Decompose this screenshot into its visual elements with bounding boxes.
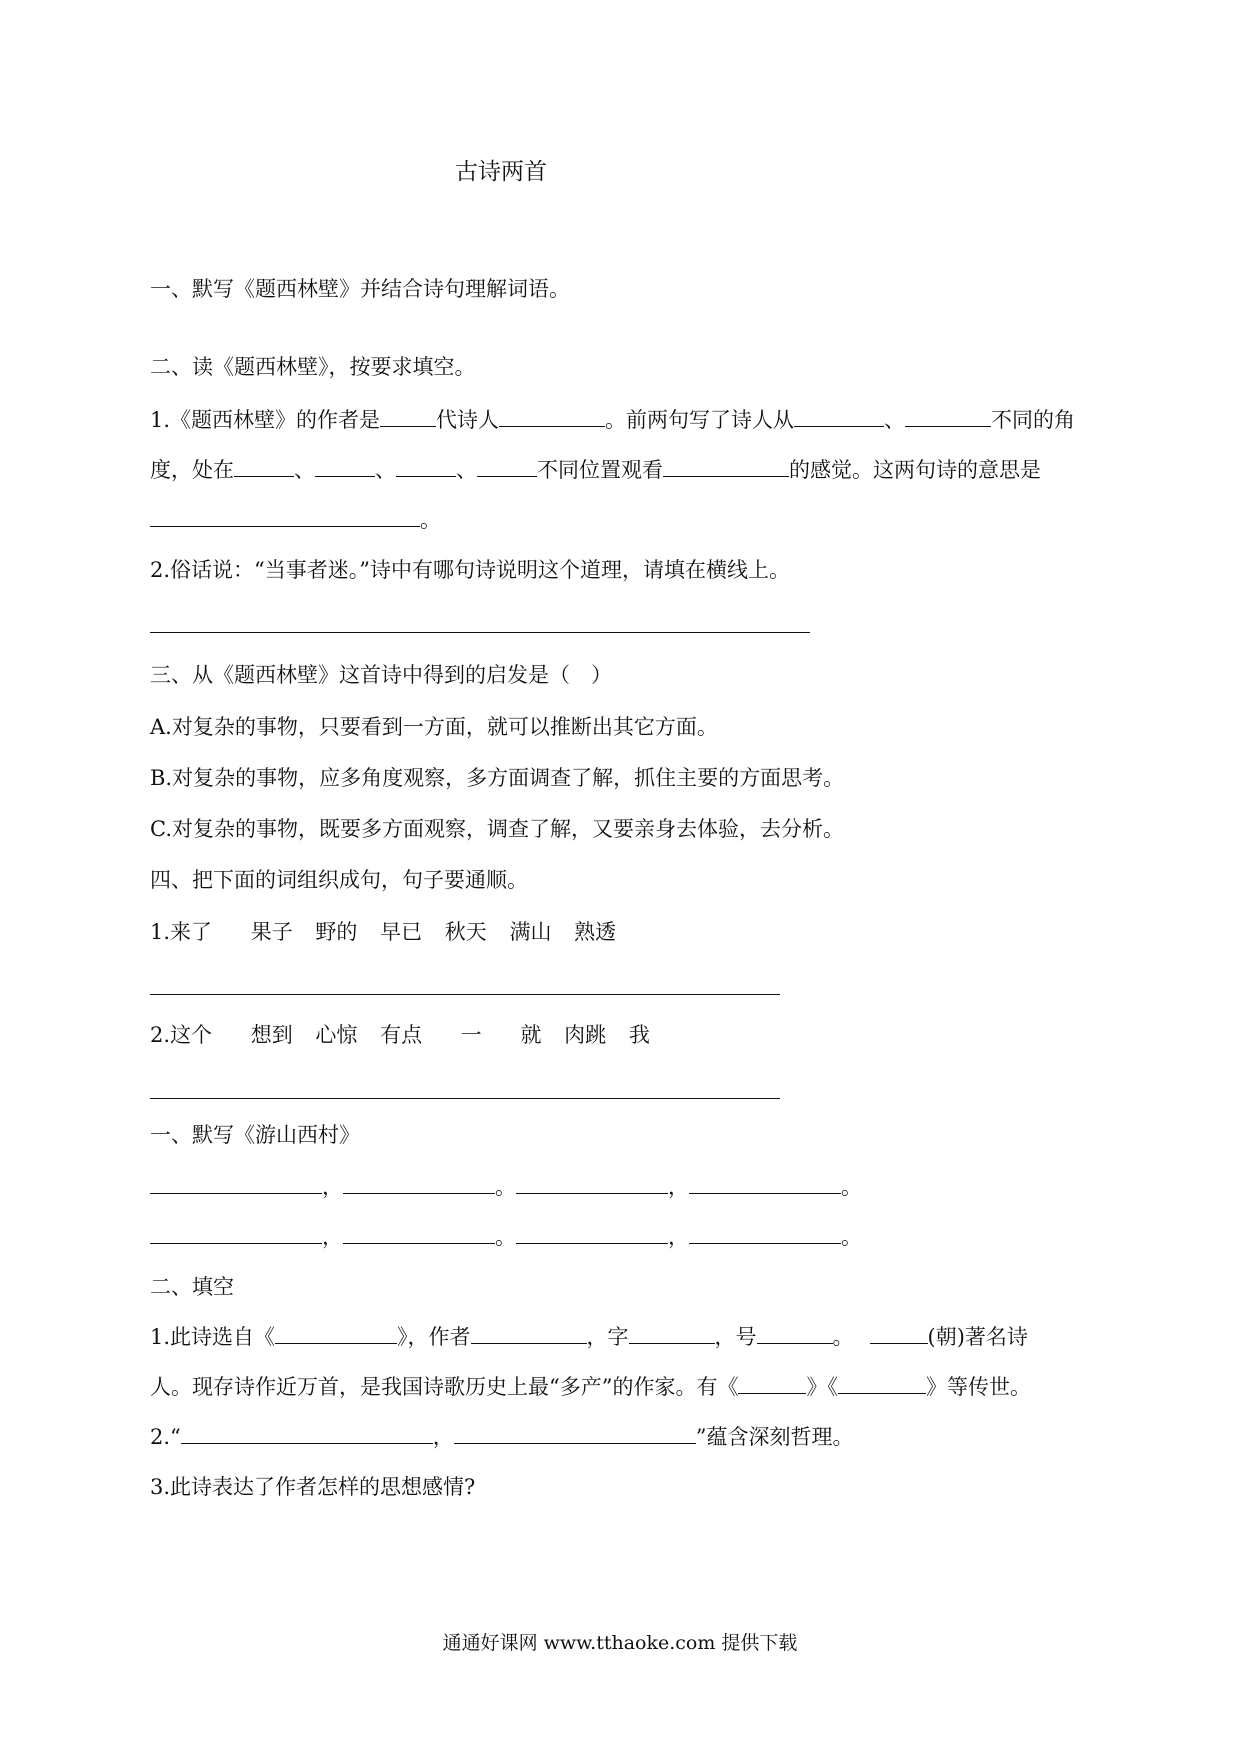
word: 1.来了 [150,920,213,944]
word: 肉跳 [564,1023,607,1047]
blank-author[interactable] [471,1323,587,1344]
part2-question-1-line-2: 人。现存诗作近万首，是我国诗歌历史上最“多产”的作家。有《 》《 》等传世。 [150,1375,1031,1399]
page-title: 古诗两首 [455,159,547,185]
answer-line-words-2[interactable] [150,1098,780,1099]
blank-work-1[interactable] [738,1373,806,1394]
word: 果子 [250,920,293,944]
word: 早已 [380,920,423,944]
word: 熟透 [574,920,617,944]
word: 就 [520,1023,542,1047]
blank-position-2[interactable] [315,456,375,477]
blank-dynasty[interactable] [870,1323,928,1344]
word: 有点 [380,1023,423,1047]
blank-quote-1[interactable] [181,1423,433,1444]
blank-view[interactable] [663,456,789,477]
word: 2.这个 [150,1023,213,1047]
poem-blank[interactable] [150,1173,322,1194]
blank-angle-2[interactable] [905,406,991,427]
option-a[interactable]: A.对复杂的事物，只要看到一方面，就可以推断出其它方面。 [150,715,718,739]
answer-line-q2[interactable] [150,632,810,633]
poem-line-2: ， 。 ， 。 [150,1222,862,1252]
poem-blank[interactable] [150,1223,322,1244]
blank-book[interactable] [275,1323,397,1344]
poem-blank[interactable] [689,1173,841,1194]
blank-position-1[interactable] [234,456,294,477]
footer: 通通好课网 www.tthaoke.com 提供下载 [442,1632,798,1654]
section-3-heading: 三、从《题西林壁》这首诗中得到的启发是（ ） [150,663,612,687]
blank-meaning[interactable] [150,506,420,527]
poem-blank[interactable] [516,1223,668,1244]
word: 我 [628,1023,650,1047]
answer-line-words-1[interactable] [150,994,780,995]
poem-blank[interactable] [516,1173,668,1194]
option-b[interactable]: B.对复杂的事物，应多角度观察，多方面调查了解，抓住主要的方面思考。 [150,766,845,790]
blank-angle-1[interactable] [794,406,884,427]
blank-position-4[interactable] [477,456,537,477]
option-c[interactable]: C.对复杂的事物，既要多方面观察，调查了解，又要亲身去体验，去分析。 [150,817,844,841]
blank-pseudonym[interactable] [757,1323,833,1344]
part2-question-3: 3.此诗表达了作者怎样的思想感情? [150,1475,476,1499]
question-1-line-2: 度，处在 、 、 、 不同位置观看 的感觉。这两句诗的意思是 [150,458,1041,482]
blank-position-3[interactable] [396,456,456,477]
blank-poet[interactable] [499,406,605,427]
poem-line-1: ， 。 ， 。 [150,1172,862,1202]
poem-blank[interactable] [343,1223,495,1244]
section-2-heading: 二、读《题西林壁》，按要求填空。 [150,355,476,379]
blank-quote-2[interactable] [454,1423,696,1444]
word-set-1 [150,917,616,947]
part2-question-1-line-1: 1.此诗选自《 》，作者 ，字 ，号 。 (朝)著名诗 [150,1325,1028,1349]
blank-dynasty[interactable] [380,406,436,427]
question-1-line-1: 1.《题西林壁》的作者是 代诗人 。前两句写了诗人从 、 不同的角 [150,408,1076,432]
question-2: 2.俗话说：“当事者迷。”诗中有哪句诗说明这个道理，请填在横线上。 [150,558,791,582]
word: 一 [460,1023,482,1047]
word: 想到 [250,1023,293,1047]
part2-section-2-heading: 二、填空 [150,1275,234,1299]
poem-blank[interactable] [343,1173,495,1194]
word: 秋天 [444,920,487,944]
word: 野的 [315,920,358,944]
blank-work-2[interactable] [838,1373,926,1394]
question-1-line-3: 。 [150,505,441,535]
part2-section-1-heading: 一、默写《游山西村》 [150,1123,360,1147]
section-1-heading: 一、默写《题西林壁》并结合诗句理解词语。 [150,277,570,301]
word: 满山 [509,920,552,944]
part2-question-2: 2.“ ， ”蕴含深刻哲理。 [150,1425,854,1449]
section-4-heading: 四、把下面的词组织成句，句子要通顺。 [150,868,528,892]
word-set-2 [150,1020,650,1050]
word: 心惊 [315,1023,358,1047]
blank-courtesy-name[interactable] [629,1323,715,1344]
poem-blank[interactable] [689,1223,841,1244]
